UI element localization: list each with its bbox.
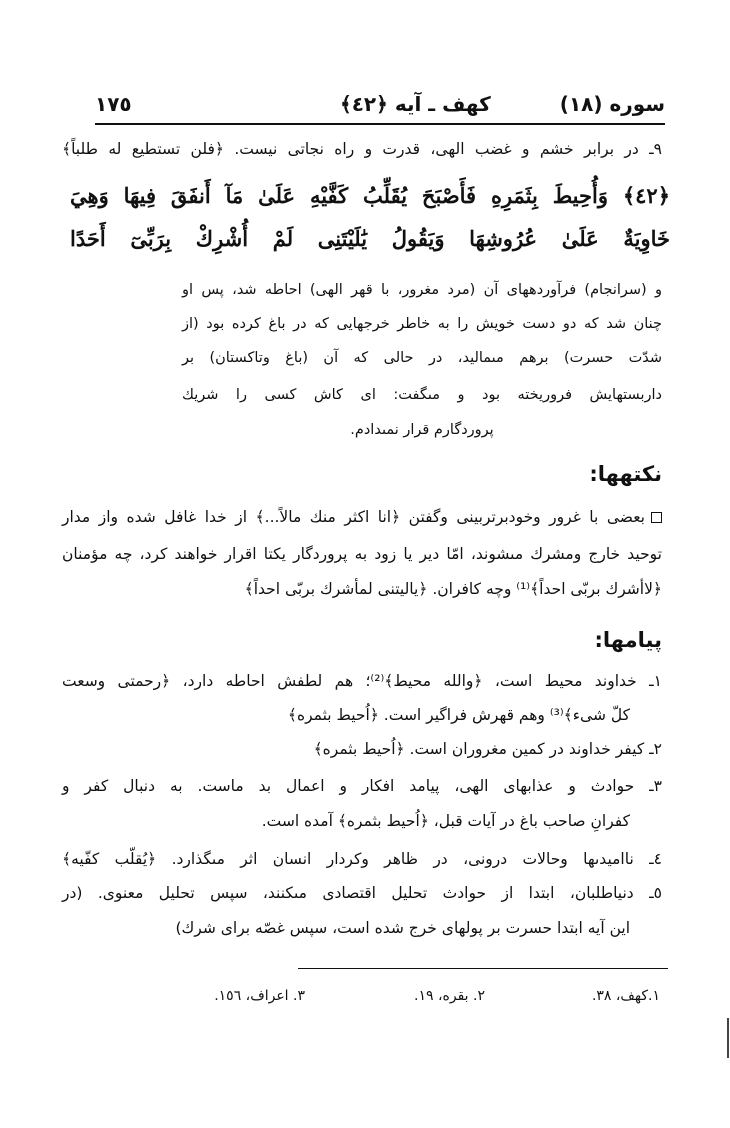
translation-line: و (سرانجام) فرآوردههاى آن (مرد مغرور، با قهر الهى) احاطه شد، پس او (182, 282, 662, 298)
note-text: بعضى با غرور وخودبرتربينى وگفتن ﴿انا اكثر منك مالاً...﴾ از خدا غافل شده واز مدار (62, 508, 645, 526)
messages-heading: پيامها: (594, 628, 662, 652)
translation-line: شدّت حسرت) برهم مىماليد، در حالى كه آن (باغ وتاكستان) بر (182, 350, 662, 366)
translation-line: پروردگارم قرار نمىدادم. (350, 422, 494, 438)
scan-edge-mark (727, 1018, 729, 1058)
page-header (95, 92, 665, 122)
message-line: كفرانِ صاحب باغ در آيات قبل، ﴿اُحيط بثمره﴾ آمده است. (261, 812, 630, 830)
footnote-rule (298, 968, 668, 969)
note-line: ﴿لاأشرك بربّى احداً﴾⁽¹⁾ وچه كافران. ﴿ياليتنى لمأشرك بربّى احداً﴾ (244, 580, 662, 598)
message-line: ٢ـ كيفر خداوند در كمين مغروران است. ﴿اُحيط بثمره﴾ (313, 740, 662, 758)
top-note: ٩ـ در برابر خشم و غضب الهى، قدرت و راه نجاتى نيست. ﴿فلن تستطيع له طلباً﴾ (62, 140, 662, 158)
message-line: كلّ شىء﴾⁽³⁾ وهم قهرش فراگير است. ﴿اُحيط بثمره﴾ (287, 706, 630, 724)
footnote-3: ٣. اعراف، ١٥٦. (214, 988, 305, 1004)
surah-label: سوره (١٨) (559, 92, 665, 116)
message-line: ١ـ خداوند محيط است، ﴿والله محيط﴾⁽²⁾؛ هم لطفش احاطه دارد، ﴿رحمتى وسعت (62, 672, 662, 690)
message-line: ٣ـ حوادث و عذابهاى الهى، پيامد افكار و اعمال بد ماست. به دنبال كفر و (62, 777, 662, 795)
footnote-1: ١.كهف، ٣٨. (591, 988, 660, 1004)
message-line: ٤ـ نااميدىها وحالات درونى، در ظاهر وكردار انسان اثر مىگذارد. ﴿يُقلّب كفّيه﴾ (62, 850, 662, 868)
notes-heading: نكتهها: (589, 462, 662, 486)
note-line (62, 508, 662, 526)
note-line: توحيد خارج ومشرك مىشوند، امّا دير يا زود به پروردگار يكتا اقرار خواهند كرد، چه مؤمنان (62, 545, 662, 563)
verse-line-2: خَاوِيَةٌ عَلَىٰ عُرُوشِهَا وَيَقُولُ يَٰلَيْتَنِى لَمْ أُشْرِكْ بِرَبِّىٓ أَحَدًا (70, 226, 670, 251)
message-line: اين آيه ابتدا حسرت بر پولهاى خرج شده است، سپس غصّه براى شرك) (175, 919, 630, 937)
bullet-square-icon (651, 512, 662, 523)
footnote-2: ٢. بقره، ١٩. (414, 988, 485, 1004)
surah-verse-label: كهف ـ آيه ﴿٤٢﴾ (340, 92, 491, 116)
header-rule (95, 123, 665, 125)
translation-line: داربستهايش فروريخته بود و مىگفت: اى كاش كسى را شريك (182, 387, 662, 403)
message-line: ٥ـ دنياطلبان، ابتدا از حوادث تحليل اقتصادى مىكنند، سپس تحليل معنوى. (در (62, 884, 662, 902)
page-number: ١٧٥ (95, 92, 132, 116)
translation-line: چنان شد كه دو دست خويش را به خاطر خرجهايى كه در باغ كرده بود (از (182, 316, 662, 332)
verse-line-1: ﴿٤٢﴾ وَأُحِيطَ بِثَمَرِهِ فَأَصْبَحَ يُقَلِّبُ كَفَّيْهِ عَلَىٰ مَآ أَنفَقَ فِيهَا وَهِيَ (70, 183, 670, 208)
